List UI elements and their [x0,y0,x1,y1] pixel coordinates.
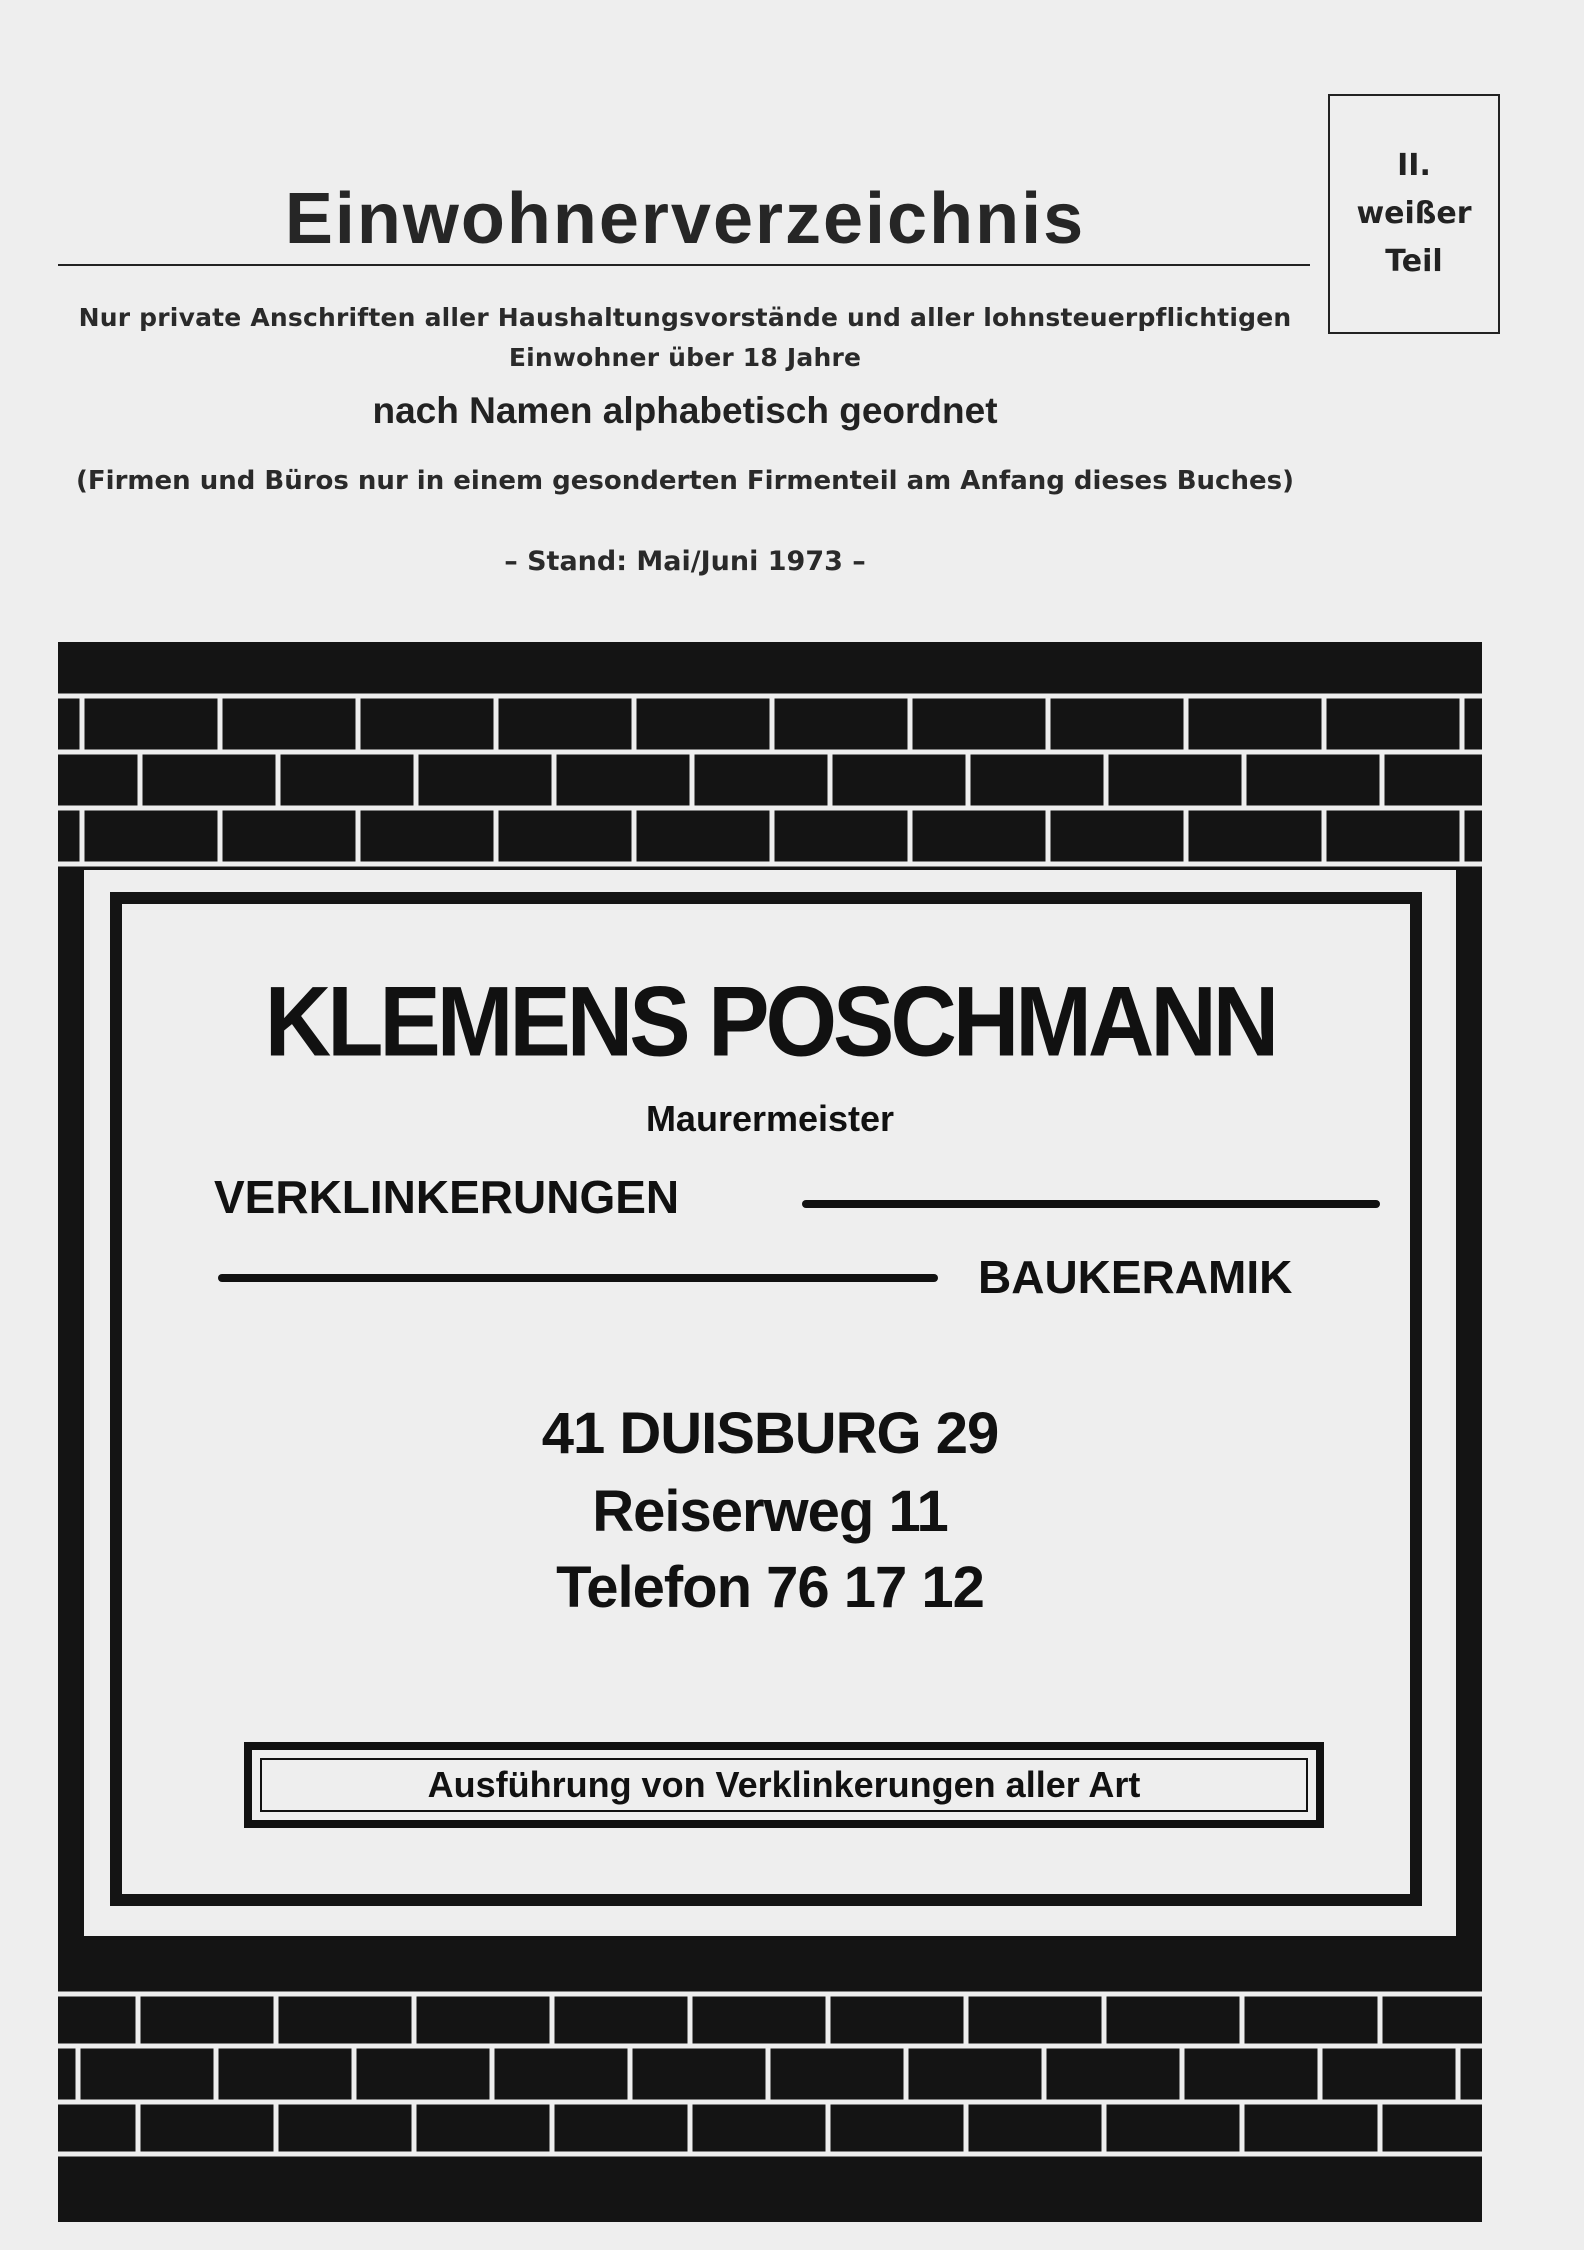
part-label-box [1328,94,1500,334]
firm-note: (Firmen und Büros nur in einem gesonderten Firmenteil am Anfang dieses Buches) [76,466,1294,496]
decorative-rule [218,1274,938,1282]
ordering-note: nach Namen alphabetisch geordnet [372,390,998,431]
service-clinker: VERKLINKERUNGEN [214,1171,680,1223]
ad-panel [84,870,1456,1936]
street-address: Reiserweg 11 [592,1479,948,1544]
part-number: II. [1397,148,1431,183]
phone-number: Telefon 76 17 12 [556,1555,984,1620]
status-date: – Stand: Mai/Juni 1973 – [504,546,866,577]
part-word: Teil [1385,244,1443,279]
postal-city: 41 DUISBURG 29 [541,1401,999,1466]
slogan-box [244,1742,1324,1828]
trade-title: Maurermeister [645,1098,895,1139]
slogan-text: Ausführung von Verklinkerungen aller Art [427,1764,1141,1805]
part-color: weißer [1356,196,1472,231]
scope-line-1: Nur private Anschriften aller Haushaltungsvorstände und aller lohnsteuerpflichtigen [78,303,1292,332]
advertisement [58,642,1482,2222]
decorative-rule [802,1200,1380,1208]
scope-description [60,298,1310,378]
service-ceramic: BAUKERAMIK [978,1251,1293,1303]
scope-line-2: Einwohner über 18 Jahre [508,343,862,372]
title-rule [58,264,1310,266]
company-name: KLEMENS POSCHMANN [264,966,1276,1078]
page-title: Einwohnerverzeichnis [284,179,1086,259]
